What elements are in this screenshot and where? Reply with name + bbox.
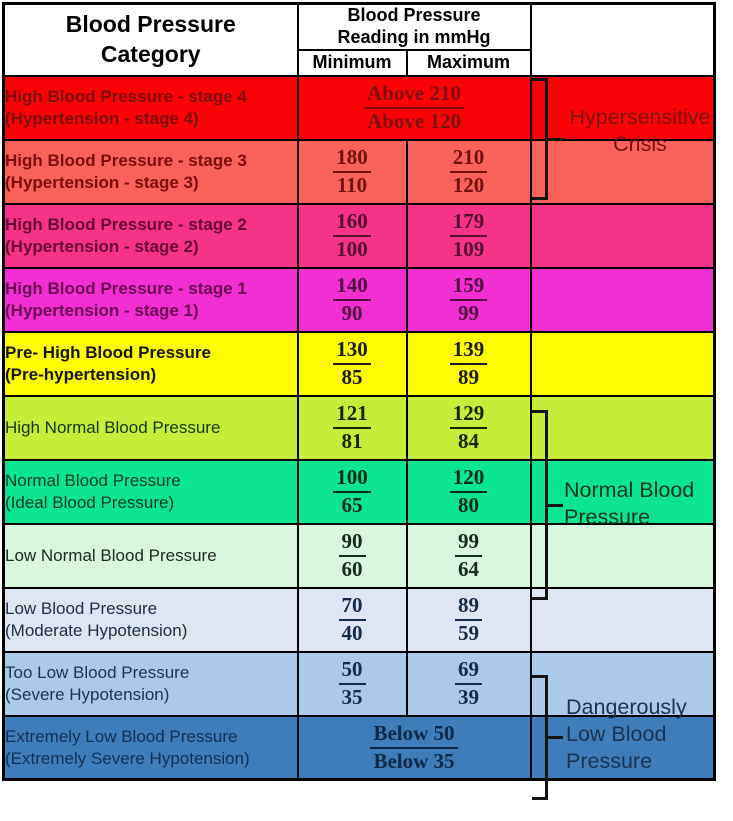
- max-value: [455, 658, 482, 709]
- annotation-cell: [531, 204, 715, 268]
- reading-value: [370, 722, 457, 773]
- systolic: 90: [339, 530, 366, 557]
- category-cell: [4, 396, 298, 460]
- diastolic: 81: [341, 428, 363, 453]
- annotation-cell: [531, 76, 715, 140]
- diastolic: 35: [341, 684, 363, 709]
- diastolic: 99: [458, 300, 479, 325]
- category-label: Low Blood Pressure: [5, 598, 158, 618]
- diastolic: 90: [341, 300, 363, 325]
- diastolic: 120: [452, 172, 485, 197]
- diastolic: 65: [341, 492, 363, 517]
- category-label: Pre- High Blood Pressure: [5, 342, 211, 362]
- systolic: 140: [333, 274, 371, 301]
- category-sublabel: (Moderate Hypotension): [5, 620, 188, 640]
- systolic: 50: [339, 658, 366, 685]
- systolic: 130: [333, 338, 371, 365]
- reading-header-cell: [298, 4, 531, 50]
- annotation-cell: [531, 140, 715, 204]
- table-row-stage1: [4, 268, 715, 332]
- category-label: Too Low Blood Pressure: [5, 662, 190, 682]
- systolic: 100: [333, 466, 371, 493]
- category-sublabel: (Extremely Severe Hypotension): [5, 748, 250, 768]
- annotation-cell: [531, 332, 715, 396]
- min-value: [339, 530, 366, 581]
- diastolic: 100: [336, 236, 368, 261]
- category-label: Extremely Low Blood Pressure: [5, 726, 238, 746]
- diastolic: 89: [458, 364, 479, 389]
- category-sublabel: (Hypertension - stage 1): [5, 300, 199, 320]
- min-value: [333, 402, 371, 453]
- max-cell: [407, 396, 531, 460]
- category-header-label: Blood Pressure Category: [65, 11, 236, 67]
- systolic: 179: [450, 210, 488, 237]
- min-value: [333, 210, 371, 261]
- diastolic: 85: [341, 364, 363, 389]
- table-row-high-normal: [4, 396, 715, 460]
- diastolic: 60: [341, 556, 363, 581]
- systolic: 70: [339, 594, 366, 621]
- reading-top: Below 50: [370, 722, 457, 749]
- max-cell: [407, 652, 531, 716]
- category-cell: [4, 204, 298, 268]
- min-value: [333, 466, 371, 517]
- annotation-cell: [531, 716, 715, 780]
- annotation-cell: [531, 524, 715, 588]
- max-cell: [407, 460, 531, 524]
- systolic: 210: [450, 146, 488, 173]
- min-value: [333, 274, 371, 325]
- max-value: [450, 338, 488, 389]
- category-label: Normal Blood Pressure: [5, 470, 181, 490]
- table-row-stage4: [4, 76, 715, 140]
- min-cell: [298, 140, 407, 204]
- category-cell: [4, 268, 298, 332]
- category-label: High Blood Pressure - stage 3: [5, 150, 247, 170]
- max-cell: [407, 204, 531, 268]
- table-row-prehypertension: [4, 332, 715, 396]
- systolic: 121: [333, 402, 371, 429]
- reading-header-label: Blood Pressure Reading in mmHg: [337, 5, 491, 47]
- table-row-too-low: [4, 652, 715, 716]
- category-sublabel: (Hypertension - stage 2): [5, 236, 199, 256]
- annotation-cell: [531, 460, 715, 524]
- systolic: 160: [333, 210, 371, 237]
- max-value: [450, 466, 488, 517]
- diastolic: 40: [341, 620, 363, 645]
- diastolic: 109: [452, 236, 485, 261]
- maximum-header-cell: Maximum: [407, 50, 531, 76]
- min-cell: [298, 460, 407, 524]
- annotation-header-cell: [531, 4, 715, 76]
- max-value: [450, 210, 488, 261]
- category-sublabel: (Ideal Blood Pressure): [5, 492, 175, 512]
- max-cell: [407, 588, 531, 652]
- category-sublabel: (Hypertension - stage 4): [5, 108, 199, 128]
- annotation-hypersensitive-crisis: Hypersensitive Crisis: [569, 105, 711, 157]
- diastolic: 39: [458, 684, 479, 709]
- annotation-normal-blood-pressure: Normal Blood Pressure: [564, 478, 695, 530]
- min-value: [339, 658, 366, 709]
- diastolic: 84: [458, 428, 479, 453]
- systolic: 120: [450, 466, 488, 493]
- category-label: High Blood Pressure - stage 4: [5, 86, 247, 106]
- category-cell: [4, 652, 298, 716]
- reading-bottom: Below 35: [373, 748, 455, 773]
- systolic: 159: [450, 274, 488, 301]
- max-value: [450, 402, 488, 453]
- table-row-stage3: [4, 140, 715, 204]
- systolic: 69: [455, 658, 482, 685]
- table-row-low: [4, 588, 715, 652]
- reading-value: [364, 82, 464, 133]
- reading-cell: [298, 716, 531, 780]
- max-cell: [407, 524, 531, 588]
- systolic: 89: [455, 594, 482, 621]
- annotation-cell: [531, 652, 715, 716]
- max-value: [450, 146, 488, 197]
- max-value: [450, 274, 488, 325]
- min-cell: [298, 588, 407, 652]
- min-cell: [298, 332, 407, 396]
- category-sublabel: (Hypertension - stage 3): [5, 172, 199, 192]
- max-value: [455, 530, 482, 581]
- category-cell: [4, 588, 298, 652]
- min-value: [339, 594, 366, 645]
- annotation-cell: [531, 268, 715, 332]
- min-value: [333, 146, 371, 197]
- diastolic: 64: [458, 556, 479, 581]
- max-value: [455, 594, 482, 645]
- annotation-dangerously-low: Dangerously Low Blood Pressure: [566, 695, 687, 774]
- table-row-extremely-low: [4, 716, 715, 780]
- bp-table: [2, 2, 716, 781]
- annotation-cell: [531, 588, 715, 652]
- table-row-low-normal: [4, 524, 715, 588]
- max-cell: [407, 332, 531, 396]
- category-cell: [4, 524, 298, 588]
- category-header-cell: [4, 4, 298, 76]
- table-row-normal: [4, 460, 715, 524]
- category-label: High Blood Pressure - stage 2: [5, 214, 247, 234]
- reading-top: Above 210: [364, 82, 464, 109]
- reading-bottom: Above 120: [367, 108, 461, 133]
- diastolic: 59: [458, 620, 479, 645]
- category-sublabel: (Pre-hypertension): [5, 364, 157, 384]
- annotation-cell: [531, 396, 715, 460]
- max-cell: [407, 140, 531, 204]
- diastolic: 80: [458, 492, 479, 517]
- category-cell: [4, 460, 298, 524]
- min-cell: [298, 268, 407, 332]
- category-label: High Blood Pressure - stage 1: [5, 278, 247, 298]
- category-cell: [4, 332, 298, 396]
- diastolic: 110: [336, 172, 368, 197]
- min-cell: [298, 396, 407, 460]
- min-cell: [298, 204, 407, 268]
- category-label: Low Normal Blood Pressure: [5, 545, 217, 565]
- header-row-1: [4, 4, 715, 50]
- category-cell: [4, 140, 298, 204]
- systolic: 139: [450, 338, 488, 365]
- systolic: 99: [455, 530, 482, 557]
- max-cell: [407, 268, 531, 332]
- reading-cell: [298, 76, 531, 140]
- systolic: 180: [333, 146, 371, 173]
- table-row-stage2: [4, 204, 715, 268]
- category-cell: [4, 716, 298, 780]
- min-value: [333, 338, 371, 389]
- category-cell: [4, 76, 298, 140]
- min-cell: [298, 524, 407, 588]
- category-sublabel: (Severe Hypotension): [5, 684, 170, 704]
- min-cell: [298, 652, 407, 716]
- minimum-header-cell: Minimum: [298, 50, 407, 76]
- category-label: High Normal Blood Pressure: [5, 417, 221, 437]
- systolic: 129: [450, 402, 488, 429]
